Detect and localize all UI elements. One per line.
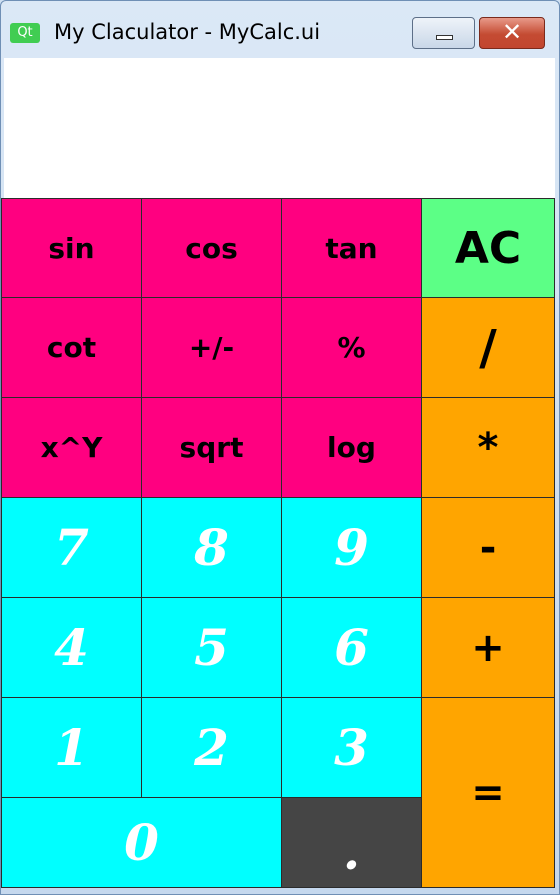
multiply-button[interactable]: * bbox=[421, 397, 555, 498]
log-button[interactable]: log bbox=[281, 397, 422, 498]
sign-toggle-button[interactable]: +/- bbox=[141, 297, 282, 398]
cot-button[interactable]: cot bbox=[1, 297, 142, 398]
digit-6-button[interactable]: 6 bbox=[281, 597, 422, 698]
tan-button[interactable]: tan bbox=[281, 198, 422, 298]
sqrt-button[interactable]: sqrt bbox=[141, 397, 282, 498]
plus-button[interactable]: + bbox=[421, 597, 555, 698]
minimize-button[interactable] bbox=[412, 17, 475, 49]
minus-button[interactable]: - bbox=[421, 497, 555, 598]
power-button[interactable]: x^Y bbox=[1, 397, 142, 498]
digit-7-button[interactable]: 7 bbox=[1, 497, 142, 598]
close-button[interactable] bbox=[479, 17, 545, 49]
digit-2-button[interactable]: 2 bbox=[141, 697, 282, 798]
close-icon: ✕ bbox=[501, 18, 523, 46]
qt-logo-icon: Qt bbox=[10, 23, 40, 43]
digit-0-button[interactable]: 0 bbox=[1, 797, 282, 888]
calculator-display bbox=[4, 58, 555, 199]
digit-8-button[interactable]: 8 bbox=[141, 497, 282, 598]
digit-1-button[interactable]: 1 bbox=[1, 697, 142, 798]
cos-button[interactable]: cos bbox=[141, 198, 282, 298]
digit-9-button[interactable]: 9 bbox=[281, 497, 422, 598]
window-title: My Claculator - MyCalc.ui bbox=[54, 20, 321, 44]
equals-button[interactable]: = bbox=[421, 697, 555, 888]
minimize-icon bbox=[436, 35, 453, 40]
decimal-point-button[interactable]: . bbox=[281, 797, 422, 888]
digit-3-button[interactable]: 3 bbox=[281, 697, 422, 798]
divide-button[interactable]: / bbox=[421, 297, 555, 398]
percent-button[interactable]: % bbox=[281, 297, 422, 398]
digit-4-button[interactable]: 4 bbox=[1, 597, 142, 698]
digit-5-button[interactable]: 5 bbox=[141, 597, 282, 698]
sin-button[interactable]: sin bbox=[1, 198, 142, 298]
all-clear-button[interactable]: AC bbox=[421, 198, 555, 298]
title-bar[interactable] bbox=[1, 1, 559, 57]
